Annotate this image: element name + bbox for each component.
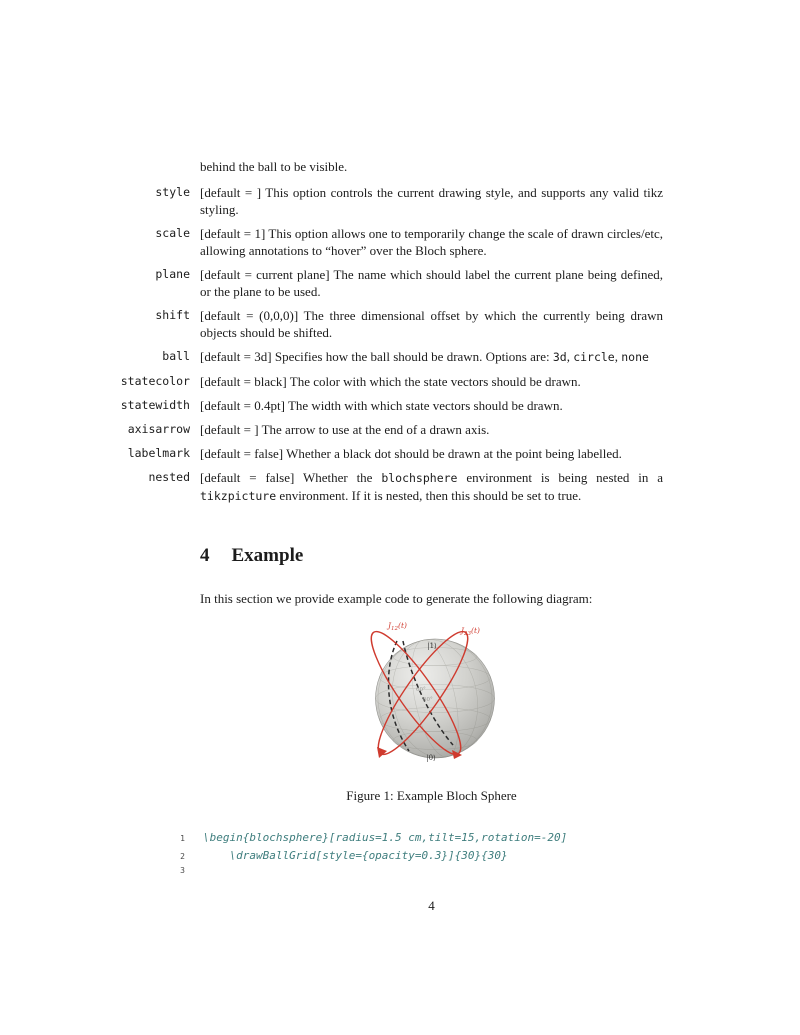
option-name: statewidth [120, 398, 190, 412]
option-name: scale [155, 226, 190, 240]
option-description: [default = black] The color with which the state vectors should be drawn. [200, 374, 581, 389]
option-row [0, 307, 673, 341]
example-intro-paragraph: In this section we provide example code to generate the following diagram: [200, 591, 593, 606]
option-description: [default = ] This option controls the current drawing style, and supports any valid tikz styling. [200, 185, 663, 217]
figure-caption: Figure 1: Example Bloch Sphere [346, 788, 517, 803]
code-line [0, 831, 673, 849]
bloch-sphere-drawing [353, 611, 517, 777]
option-row [0, 266, 673, 300]
option-row [0, 184, 673, 218]
body-text-line: behind the ball to be visible. [200, 159, 348, 174]
option-name: plane [155, 267, 190, 281]
option-name: shift [155, 308, 190, 322]
option-description: [default = 1] This option allows one to temporarily change the scale of drawn circles/etc, allowing annotations to “hover” over the Bloch sphere. [200, 226, 663, 258]
option-row [0, 421, 673, 438]
option-name: labelmark [127, 446, 190, 460]
sphere-ball [376, 639, 495, 758]
j23-label: $J_{23}(t)$ [461, 626, 480, 637]
code-line-number: 1 [180, 834, 185, 843]
option-name: nested [148, 470, 190, 484]
code-line-text: \begin{blochsphere}[radius=1.5 cm,tilt=15,rotation=-20] [203, 831, 568, 844]
ket-one-label: |1⟩ [427, 642, 437, 650]
angle-label-a: 60° [416, 687, 426, 693]
option-name: style [155, 185, 190, 199]
code-line-number: 3 [180, 866, 185, 875]
code-line [0, 866, 673, 884]
code-line [0, 849, 673, 867]
ket-zero-label: |0⟩ [426, 754, 436, 762]
option-row [0, 397, 673, 414]
section-heading [200, 545, 303, 567]
options-definition-list [0, 184, 673, 512]
option-description: [default = 3d] Specifies how the ball should be drawn. Options are: 3d, circle, none [200, 349, 649, 364]
code-line-text: \drawBallGrid[style={opacity=0.3}]{30}{30} [203, 848, 508, 862]
option-name: statecolor [120, 374, 190, 388]
angle-label-b: 60° [423, 697, 433, 703]
option-row [0, 225, 673, 259]
option-description: [default = ] The arrow to use at the end of a drawn axis. [200, 422, 490, 437]
option-description: [default = false] Whether the blochsphere environment is being nested in a tikzpicture environment. If it is nested, then this should be set to true. [200, 470, 663, 503]
option-description: [default = (0,0,0)] The three dimensional offset by which the currently being drawn objects should be shifted. [200, 308, 663, 340]
page-number: 4 [428, 898, 435, 913]
option-description: [default = current plane] The name which should label the current plane being defined, or the plane to be used. [200, 267, 663, 299]
code-line-number: 2 [180, 851, 185, 861]
option-row [0, 348, 673, 366]
option-row [0, 469, 673, 505]
option-row [0, 373, 673, 390]
section-title: Example [231, 545, 304, 566]
option-description: [default = 0.4pt] The width with which state vectors should be drawn. [200, 398, 563, 413]
j12-label: $J_{12}(t)$ [388, 621, 407, 632]
option-row [0, 445, 673, 462]
code-listing [0, 831, 673, 884]
option-name: axisarrow [127, 422, 190, 436]
option-description: [default = false] Whether a black dot should be drawn at the point being labelled. [200, 446, 622, 461]
section-number: 4 [200, 545, 210, 566]
option-name: ball [162, 349, 190, 363]
bloch-sphere-figure [353, 611, 517, 777]
